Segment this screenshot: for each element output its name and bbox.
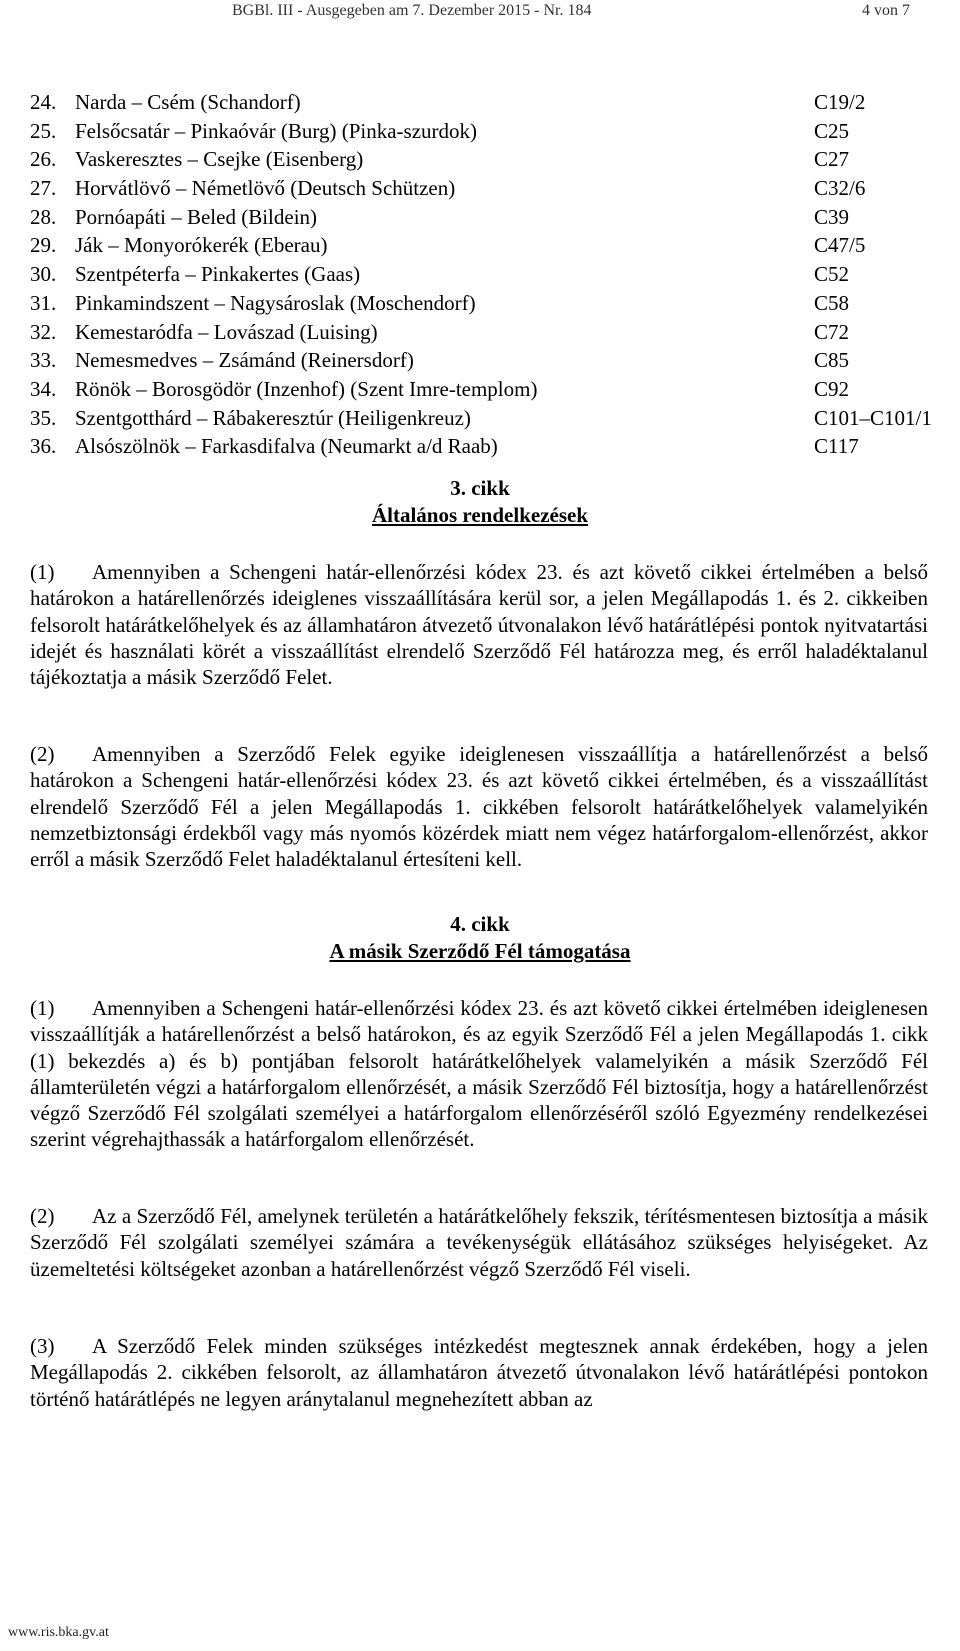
list-item-name: Kemestaródfa – Lovászad (Luising) bbox=[75, 319, 378, 344]
list-item-num: 31. bbox=[30, 290, 57, 315]
list-item-num: 34. bbox=[30, 376, 57, 401]
list-item bbox=[30, 203, 930, 232]
list-item-name: Felsőcsatár – Pinkaóvár (Burg) (Pinka-szurdok) bbox=[75, 118, 478, 143]
list-item-num: 25. bbox=[30, 118, 57, 143]
paragraph-number: (1) bbox=[30, 560, 55, 584]
list-item-code: C27 bbox=[814, 147, 850, 172]
list-item bbox=[30, 88, 930, 117]
list-item-num: 24. bbox=[30, 90, 57, 114]
list-item bbox=[30, 174, 930, 203]
list-item-code: C32/6 bbox=[814, 176, 866, 201]
article-3-title: Általános rendelkezések bbox=[371, 503, 589, 527]
list-item-code: C85 bbox=[814, 348, 850, 373]
list-item-code: C58 bbox=[814, 290, 850, 315]
list-item-num: 33. bbox=[30, 348, 57, 373]
list-item-num: 35. bbox=[30, 405, 57, 430]
article-4-paragraph-2 bbox=[30, 1203, 928, 1282]
paragraph-text: Amennyiben a Szerződő Felek egyike ideiglenesen visszaállítja a határellenőrzést a belső határokon a Schengeni határ-ellenőrzési kódex 23. és azt követő cikkei értelmében, és a visszaállítást elrendelő Szerződő Fél a jelen Megállapodás 1. cikkében felsorolt határátkelőhelyek valamelyikén nemzetbiztonsági érdekből vagy más nyomós közérdek miatt nem végez határforgalom-ellenőrzést, akkor erről a másik Szerződő Felet haladéktalanul értesíteni kell. bbox=[30, 742, 928, 872]
list-item-num: 27. bbox=[30, 176, 57, 201]
list-item-name: Szentgotthárd – Rábakeresztúr (Heiligenkreuz) bbox=[75, 405, 471, 430]
list-item bbox=[30, 318, 930, 347]
list-item bbox=[30, 260, 930, 289]
paragraph-number: (2) bbox=[30, 1204, 55, 1228]
list-item-code: C39 bbox=[814, 204, 850, 229]
list-item-name: Alsószölnök – Farkasdifalva (Neumarkt a/d Raab) bbox=[75, 434, 498, 459]
article-4-paragraph-1 bbox=[30, 995, 928, 1153]
list-item-num: 36. bbox=[30, 434, 57, 459]
list-item-name: Vaskeresztes – Csejke (Eisenberg) bbox=[75, 147, 364, 172]
list-item-name: Szentpéterfa – Pinkakertes (Gaas) bbox=[75, 262, 361, 287]
list-item-name: Nemesmedves – Zsámánd (Reinersdorf) bbox=[75, 348, 414, 373]
header-page-number: 4 von 7 bbox=[862, 2, 910, 19]
list-item-code: C25 bbox=[814, 118, 850, 143]
list-item-name: Narda – Csém (Schandorf) bbox=[75, 90, 301, 114]
list-item bbox=[30, 231, 930, 260]
list-item bbox=[30, 117, 930, 146]
list-item-code: C19/2 bbox=[814, 90, 866, 114]
list-item bbox=[30, 432, 930, 461]
list-item bbox=[30, 404, 930, 433]
list-item-name: Rönök – Borosgödör (Inzenhof) (Szent Imre-templom) bbox=[75, 376, 538, 401]
list-item bbox=[30, 346, 930, 375]
article-4-paragraph-3 bbox=[30, 1333, 928, 1412]
list-item-name: Pinkamindszent – Nagysároslak (Moschendorf) bbox=[75, 290, 476, 315]
list-item-code: C52 bbox=[814, 262, 850, 287]
border-crossing-list bbox=[30, 88, 930, 461]
list-item bbox=[30, 145, 930, 174]
list-item-code: C117 bbox=[814, 434, 859, 459]
paragraph-number: (1) bbox=[30, 996, 55, 1020]
header-gazette-info: BGBl. III - Ausgegeben am 7. Dezember 2015 - Nr. 184 bbox=[232, 2, 592, 19]
page-header bbox=[232, 2, 910, 20]
article-3-paragraph-1 bbox=[30, 559, 928, 690]
list-item-name: Ják – Monyorókerék (Eberau) bbox=[75, 233, 328, 258]
list-item-code: C47/5 bbox=[814, 233, 866, 258]
paragraph-text: Az a Szerződő Fél, amelynek területén a határátkelőhely fekszik, térítésmentesen biztosítja a másik Szerződő Fél szolgálati személyei számára a tevékenységük ellátásához szükséges helyiségeket. Az üzemeltetési költségeket azonban a határellenőrzést végző Szerződő Fél viseli. bbox=[30, 1204, 928, 1281]
footer-url: www.ris.bka.gv.at bbox=[8, 1625, 109, 1640]
article-3-number: 3. cikk bbox=[450, 476, 510, 500]
list-item-num: 28. bbox=[30, 204, 57, 229]
list-item-num: 30. bbox=[30, 262, 57, 287]
list-item-num: 32. bbox=[30, 319, 57, 344]
article-4-number: 4. cikk bbox=[450, 912, 510, 936]
list-item bbox=[30, 375, 930, 404]
paragraph-text: Amennyiben a Schengeni határ-ellenőrzési kódex 23. és azt követő cikkei értelmében ideiglenesen visszaállítják a határellenőrzést a belső határokon, és az egyik Szerződő Fél a jelen Megállapodás 1. cikk (1) bekezdés a) és b) pontjában felsorolt határátkelőhelyek valamelyikén a másik Szerződő Fél államterületén végzi a határforgalom ellenőrzését, a másik Szerződő Fél biztosítja, hogy a határellenőrzést végző Szerződő Fél szolgálati személyei a határforgalom ellenőrzéséről szóló Egyezmény rendelkezései szerint végrehajthassák a határforgalom ellenőrzését. bbox=[30, 996, 928, 1152]
list-item-name: Pornóapáti – Beled (Bildein) bbox=[75, 204, 318, 229]
list-item bbox=[30, 289, 930, 318]
list-item-code: C72 bbox=[814, 319, 850, 344]
paragraph-number: (2) bbox=[30, 742, 55, 766]
list-item-code: C101–C101/1 bbox=[814, 405, 932, 430]
list-item-num: 26. bbox=[30, 147, 57, 172]
paragraph-number: (3) bbox=[30, 1334, 55, 1358]
list-item-name: Horvátlövő – Németlövő (Deutsch Schützen) bbox=[75, 176, 456, 201]
paragraph-text: A Szerződő Felek minden szükséges intézkedést megtesznek annak érdekében, hogy a jelen Megállapodás 2. cikkében felsorolt, az államhatáron átvezető útvonalakon lévő határátlépési pontokon történő határátlépés ne legyen aránytalanul megnehezített abban az bbox=[30, 1334, 928, 1411]
list-item-num: 29. bbox=[30, 233, 57, 258]
paragraph-text: Amennyiben a Schengeni határ-ellenőrzési kódex 23. és azt követő cikkei értelmében a belső határokon a határellenőrzés ideiglenes visszaállítására kerül sor, a jelen Megállapodás 1. és 2. cikkeiben felsorolt határátkelőhelyek és az államhatáron átvezető útvonalakon lévő határátlépési pontok nyitvatartási idejét és használati körét a visszaállítást elrendelő Szerződő Fél határozza meg, és erről haladéktalanul tájékoztatja a másik Szerződő Felet. bbox=[30, 560, 928, 690]
article-3-paragraph-2 bbox=[30, 741, 928, 872]
article-4-title: A másik Szerződő Fél támogatása bbox=[329, 939, 631, 963]
list-item-code: C92 bbox=[814, 376, 850, 401]
